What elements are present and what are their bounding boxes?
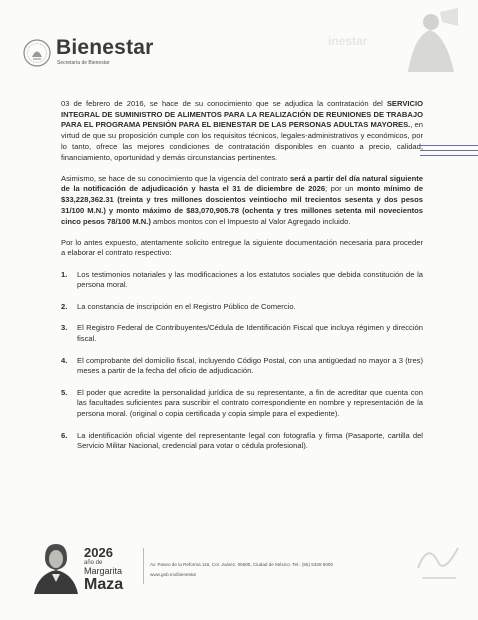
footer-website: www.gob.mx/bienestar xyxy=(150,572,197,577)
brand-name: Bienestar xyxy=(56,36,154,59)
contract-term-paragraph: Asimismo, se hace de su conocimiento que la vigencia del contrato será a partir del día natural siguiente de la notificación de adjudicación y hasta el 31 de diciembre de 2026; por un monto mínimo de $33,228,362.31 (treinta y tres millones doscientos veintiocho mil trecientos sesenta y dos pesos 31/100 M.N.) y monto máximo de $83,070,905.78 (ochenta y tres millones setenta mil novecientos cinco pesos 78/100 M.N.) ambos montos con el Impuesto al Valor Agregado incluido. xyxy=(61,173,423,226)
footer-address: Av. Paseo de la Reforma 116, Col. Juárez, 06600, Ciudad de México. Tel.: (55) 5328 5000 xyxy=(150,562,334,567)
document-list xyxy=(61,270,423,452)
list-item: 1. Los testimonios notariales y las modificaciones a los estatutos sociales que debida constitución de la persona moral. xyxy=(61,269,423,290)
service-name: SERVICIO INTEGRAL DE SUMINISTRO DE ALIMENTOS PARA LA REALIZACIÓN DE REUNIONES DE TRABAJO PARA EL PROGRAMA PENSIÓN PARA EL BIENESTAR DE LAS PERSONAS ADULTAS MAYORES. xyxy=(61,99,424,130)
footer-first-name: Margarita xyxy=(84,566,123,576)
brand-subtitle: Secretaría de Bienestar xyxy=(57,60,110,66)
footer-year-caption: año de xyxy=(84,560,103,566)
letter-body xyxy=(61,99,423,463)
footer-year: 2026 xyxy=(84,545,113,560)
list-item: 5. El poder que acredite la personalidad jurídica de su representante, a fin de acreditar que cuenta con las facultades suficientes para suscribir el contrato correspondiente en nombre y representación de la persona moral. (original o copia certificada y copia simple para el expediente). xyxy=(61,387,423,419)
decorative-stripe xyxy=(420,145,478,146)
contract-amounts: monto mínimo de $33,228,362.31 (treinta y tres millones doscientos veintiocho mil trecientos sesenta y dos pesos 31/100 M.N.) y monto máximo de $83,070,905.78 (ochenta y tres millones setenta mil novecientos cinco pesos 78/100 M.N.) xyxy=(61,184,423,226)
national-seal-icon xyxy=(22,38,52,68)
footer-last-name: Maza xyxy=(84,576,124,593)
list-item: 2. La constancia de inscripción en el Registro Público de Comercio. xyxy=(61,301,296,311)
letter-date: 03 de febrero de 2016 xyxy=(61,99,144,108)
list-item: 4. El comprobante del domicilio fiscal, incluyendo Código Postal, con una antigüedad no mayor a 3 (tres) meses a partir de la fecha del oficio de adjudicación. xyxy=(61,355,423,376)
bleed-through-figure-icon xyxy=(400,6,462,74)
margarita-maza-portrait-icon xyxy=(32,540,80,594)
list-item: 6. La identificación oficial vigente del representante legal con fotografía y firma (Pasaporte, cartilla del Servicio Militar Nacional, credencial para votar o cédula profesional). xyxy=(61,430,423,451)
adjudication-paragraph: 03 de febrero de 2016, se hace de su conocimiento que se adjudica la contratación del SERVICIO INTEGRAL DE SUMINISTRO DE ALIMENTOS PARA LA REALIZACIÓN DE REUNIONES DE TRABAJO PARA EL PROGRAMA PENSIÓN PARA EL BIENESTAR DE LAS PERSONAS ADULTAS MAYORES., en virtud de que su proposición cumple con los requisitos técnicos, legales-administrativos y económicos, por lo tanto, ofrece las mejores condiciones de contratación disponibles en cuanto a precio, calidad, financiamiento, oportunidad y demás circunstancias pertinentes. xyxy=(61,99,424,162)
contract-term: será a partir del día natural siguiente de la notificación de adjudicación y hasta el 31 de diciembre de 2026 xyxy=(61,173,423,194)
decorative-stripe xyxy=(420,155,478,156)
decorative-stripe xyxy=(420,150,478,151)
list-item: 3. El Registro Federal de Contribuyentes/Cédula de Identificación Fiscal que incluya régimen y dirección fiscal. xyxy=(61,323,423,344)
footer-divider xyxy=(143,548,144,584)
request-paragraph: Por lo antes expuesto, atentamente solicito entregue la siguiente documentación necesaria para proceder a elaborar el contrato respectivo: xyxy=(61,237,423,258)
bleed-through-brand: inestar xyxy=(328,34,368,48)
bleed-through-signature-icon xyxy=(414,538,464,586)
